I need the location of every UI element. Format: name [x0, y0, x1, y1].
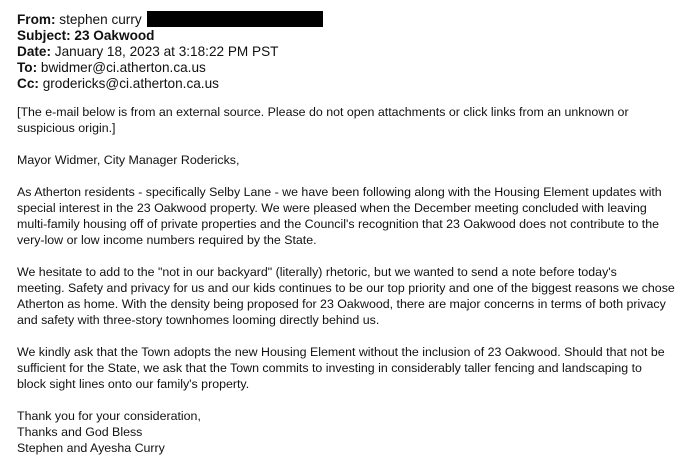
paragraph-line: multi-family housing off of private properties and the Council's recognition that 23 Oakwood does not contribute to the — [17, 217, 660, 231]
paragraph-line: special interest in the 23 Oakwood property. We were pleased when the December meeting concluded with leaving — [17, 201, 647, 215]
signature-line: Stephen and Ayesha Curry — [17, 441, 165, 455]
greeting — [17, 152, 667, 168]
paragraph-line: We kindly ask that the Town adopts the new Housing Element without the inclusion of 23 Oakwood. Should that not be — [17, 345, 665, 359]
paragraph-line: sufficient for the State, we ask that the Town commits to investing in considerably taller fencing and landscaping to — [17, 361, 642, 375]
date-value: January 18, 2023 at 3:18:22 PM PST — [54, 44, 279, 59]
from-value: stephen curry — [59, 12, 142, 27]
subject-label: Subject: — [17, 28, 71, 43]
closing — [17, 408, 667, 456]
greeting-line: Mayor Widmer, City Manager Rodericks, — [17, 153, 240, 167]
to-row — [17, 60, 323, 76]
warning-line: suspicious origin.] — [17, 121, 116, 135]
paragraph-line: block sight lines onto our family's property. — [17, 377, 250, 391]
paragraph-line: and safety with three-story townhomes looming directly behind us. — [17, 313, 380, 327]
external-warning — [17, 104, 667, 136]
subject-value: 23 Oakwood — [74, 28, 155, 43]
warning-line: [The e-mail below is from an external source. Please do not open attachments or click links from an unknown or — [17, 105, 629, 119]
closing-line: Thank you for your consideration, — [17, 409, 201, 423]
date-row — [17, 44, 323, 60]
email-header — [17, 11, 323, 92]
from-row — [17, 11, 323, 28]
subject-row — [17, 28, 323, 44]
from-label: From: — [17, 12, 56, 27]
paragraph-line: We hesitate to add to the "not in our backyard" (literally) rhetoric, but we wanted to send a note before today's — [17, 265, 617, 279]
to-label: To: — [17, 60, 38, 75]
to-value: bwidmer@ci.atherton.ca.us — [40, 60, 206, 75]
paragraph-1 — [17, 184, 667, 248]
paragraph-3 — [17, 344, 667, 392]
paragraph-line: As Atherton residents - specifically Selby Lane - we have been following along with the Housing Element updates with — [17, 185, 662, 199]
date-label: Date: — [17, 44, 51, 59]
cc-value: grodericks@ci.atherton.ca.us — [42, 76, 219, 91]
closing-line: Thanks and God Bless — [17, 425, 143, 439]
paragraph-line: Atherton as home. With the density being proposed for 23 Oakwood, there are major concerns in terms of both privacy — [17, 297, 666, 311]
redaction-bar — [147, 11, 323, 27]
cc-row — [17, 76, 323, 92]
paragraph-2 — [17, 264, 675, 328]
email-body — [17, 104, 675, 472]
paragraph-line: meeting. Safety and privacy for us and our kids continues to be our top priority and one of the biggest reasons we chose — [17, 281, 675, 295]
paragraph-line: very-low or low income numbers required by the State. — [17, 233, 317, 247]
cc-label: Cc: — [17, 76, 39, 91]
